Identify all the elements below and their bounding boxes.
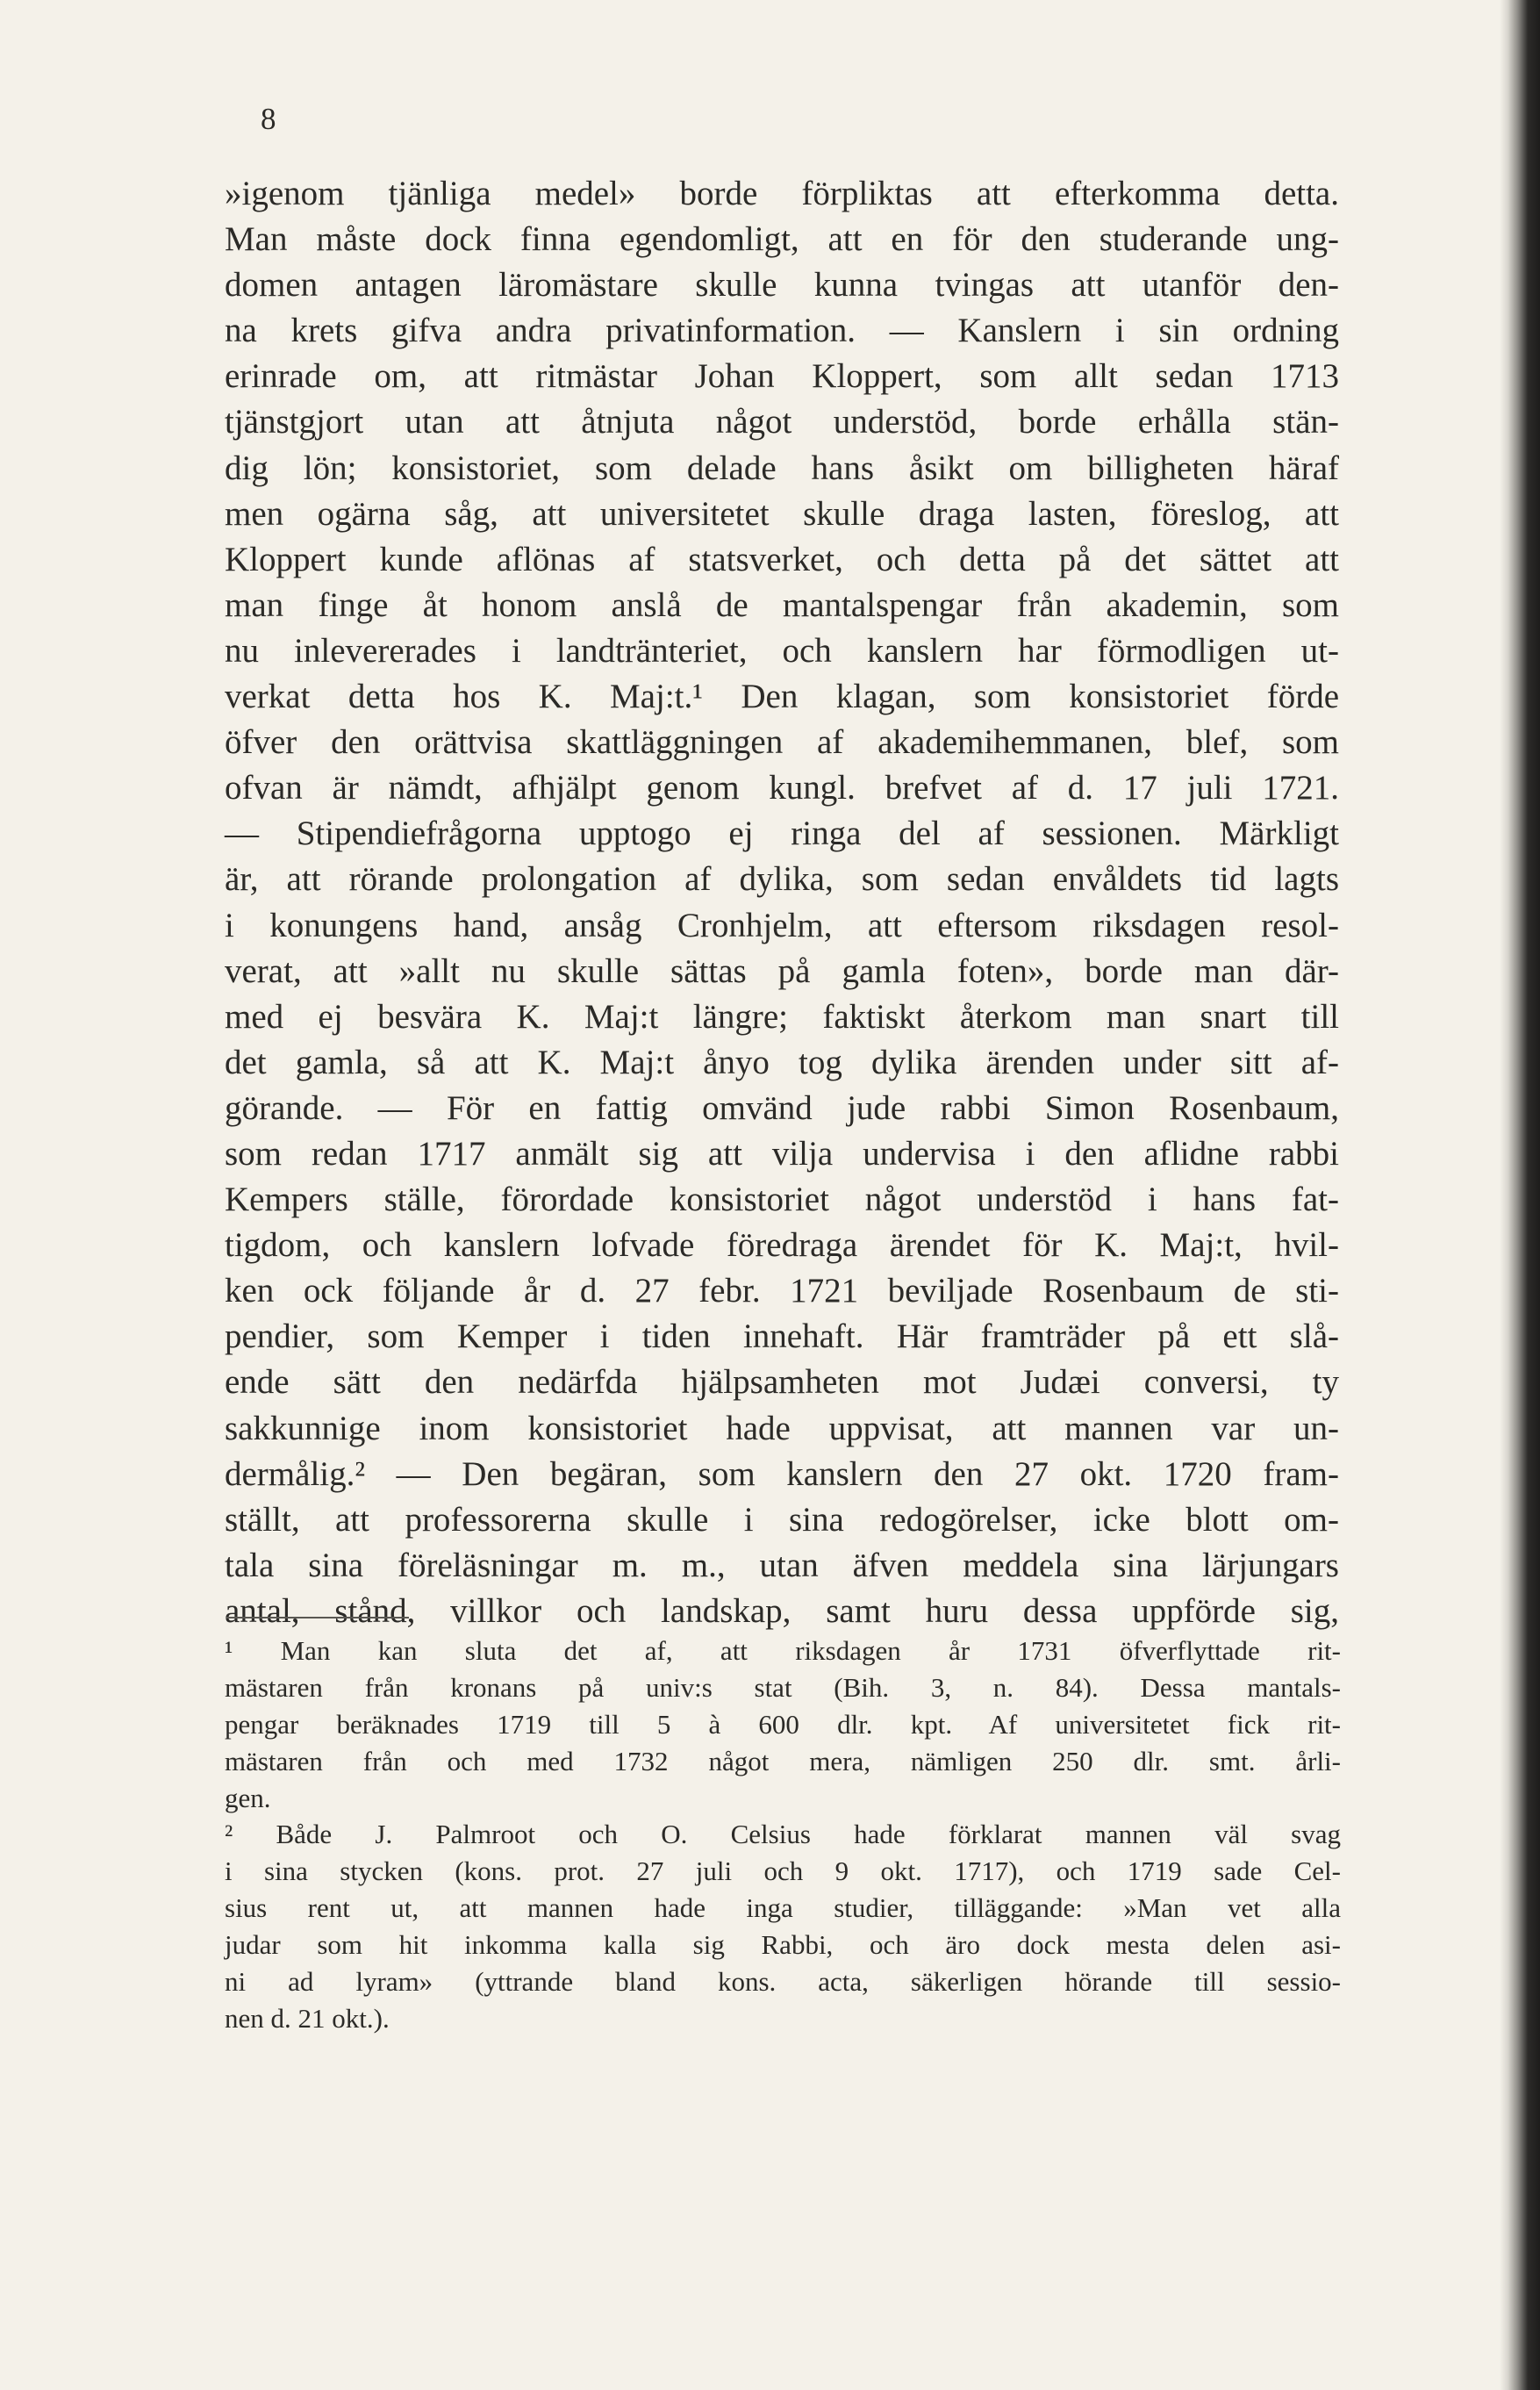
footnote-line: sius rent ut, att mannen hade inga studier, tilläggande: »Man vet alla (225, 1892, 1341, 1924)
body-line: tjänstgjort utan att åtnjuta något understöd, borde erhålla stän- (225, 403, 1339, 441)
body-line: sakkunnige inom konsistoriet hade uppvisat, att mannen var un- (225, 1409, 1339, 1447)
body-text (225, 171, 1339, 1634)
body-line: na krets gifva andra privatinformation. — Kanslern i sin ordning (225, 312, 1339, 350)
body-line: antal, stånd, villkor och landskap, samt huru dessa uppförde sig, (225, 1591, 1339, 1630)
body-line: görande. — För en fattig omvänd jude rabbi Simon Rosenbaum, (225, 1088, 1339, 1127)
footnote-line: pengar beräknades 1719 till 5 à 600 dlr. kpt. Af universitetet fick rit- (225, 1708, 1341, 1740)
body-line: — Stipendiefrågorna upptogo ej ringa del af sessionen. Märkligt (225, 815, 1339, 853)
body-line: man finge åt honom anslå de mantalspengar från akademin, som (225, 585, 1339, 624)
footnote-line: ¹ Man kan sluta det af, att riksdagen år 1731 öfverflyttade rit- (225, 1635, 1341, 1666)
footnote-line: ² Både J. Palmroot och O. Celsius hade förklarat mannen väl svag (225, 1819, 1341, 1850)
body-line: verat, att »allt nu skulle sättas på gamla foten», borde man där- (225, 951, 1339, 990)
footnote-line: ni ad lyram» (yttrande bland kons. acta, säkerligen hörande till sessio- (225, 1966, 1341, 1998)
body-line: det gamla, så att K. Maj:t ånyo tog dylika ärenden under sitt af- (225, 1043, 1339, 1081)
body-line: som redan 1717 anmält sig att vilja undervisa i den aflidne rabbi (225, 1134, 1339, 1173)
body-line: nu inlevererades i landtränteriet, och kanslern har förmodligen ut- (225, 631, 1339, 670)
body-line: verkat detta hos K. Maj:t.¹ Den klagan, som konsistoriet förde (225, 678, 1339, 716)
footnote-line: nen d. 21 okt.). (225, 2002, 390, 2034)
body-line: tala sina föreläsningar m. m., utan äfven meddela sina lärjungars (225, 1546, 1339, 1584)
page-number: 8 (261, 102, 276, 136)
body-line: »igenom tjänliga medel» borde förpliktas att efterkomma detta. (225, 175, 1339, 212)
body-line: Kempers ställe, förordade konsistoriet något understöd i hans fat- (225, 1181, 1339, 1219)
body-line: Man måste dock finna egendomligt, att en för den studerande ung- (225, 220, 1339, 259)
body-line: pendier, som Kemper i tiden innehaft. Här framträder på ett slå- (225, 1317, 1339, 1356)
footnote-line: mästaren från och med 1732 något mera, nämligen 250 dlr. smt. årli- (225, 1745, 1341, 1776)
body-line: erinrade om, att ritmästar Johan Kloppert, som allt sedan 1713 (225, 357, 1339, 396)
body-line: dermålig.² — Den begäran, som kanslern den 27 okt. 1720 fram- (225, 1454, 1339, 1493)
body-line: men ogärna såg, att universitetet skulle draga lasten, föreslog, att (225, 494, 1339, 533)
body-line: ende sätt den nedärfda hjälpsamheten mot Judæi conversi, ty (225, 1363, 1339, 1402)
body-line: med ej besvära K. Maj:t längre; faktiskt återkom man snart till (225, 997, 1339, 1036)
body-line: dig lön; konsistoriet, som delade hans åsikt om billigheten häraf (225, 449, 1339, 487)
footnote-separator (226, 1617, 409, 1618)
footnote-line: i sina stycken (kons. prot. 27 juli och 9 okt. 1717), och 1719 sade Cel- (225, 1855, 1341, 1887)
body-line: Kloppert kunde aflönas af statsverket, och detta på det sättet att (225, 540, 1339, 578)
footnote-line: mästaren från kronans på univ:s stat (Bih. 3, n. 84). Dessa mantals- (225, 1671, 1341, 1703)
body-line: är, att rörande prolongation af dylika, som sedan envåldets tid lagts (225, 860, 1339, 899)
footnote-line: gen. (225, 1782, 271, 1813)
footnotes (225, 1633, 1341, 2037)
body-line: ken ock följande år d. 27 febr. 1721 beviljade Rosenbaum de sti- (225, 1272, 1339, 1310)
footnote-line: judar som hit inkomma kalla sig Rabbi, och äro dock mesta delen asi- (225, 1929, 1341, 1961)
body-line: domen antagen läromästare skulle kunna tvingas att utanför den- (225, 266, 1339, 305)
page-edge-shadow (1500, 0, 1540, 2390)
body-line: ofvan är nämdt, afhjälpt genom kungl. brefvet af d. 17 juli 1721. (225, 769, 1339, 807)
body-line: i konungens hand, ansåg Cronhjelm, att eftersom riksdagen resol- (225, 906, 1339, 944)
body-line: ställt, att professorerna skulle i sina redogörelser, icke blott om- (225, 1500, 1339, 1539)
body-line: öfver den orättvisa skattläggningen af akademihemmanen, blef, som (225, 723, 1339, 762)
body-line: tigdom, och kanslern lofvade föredraga ärendet för K. Maj:t, hvil- (225, 1226, 1339, 1265)
